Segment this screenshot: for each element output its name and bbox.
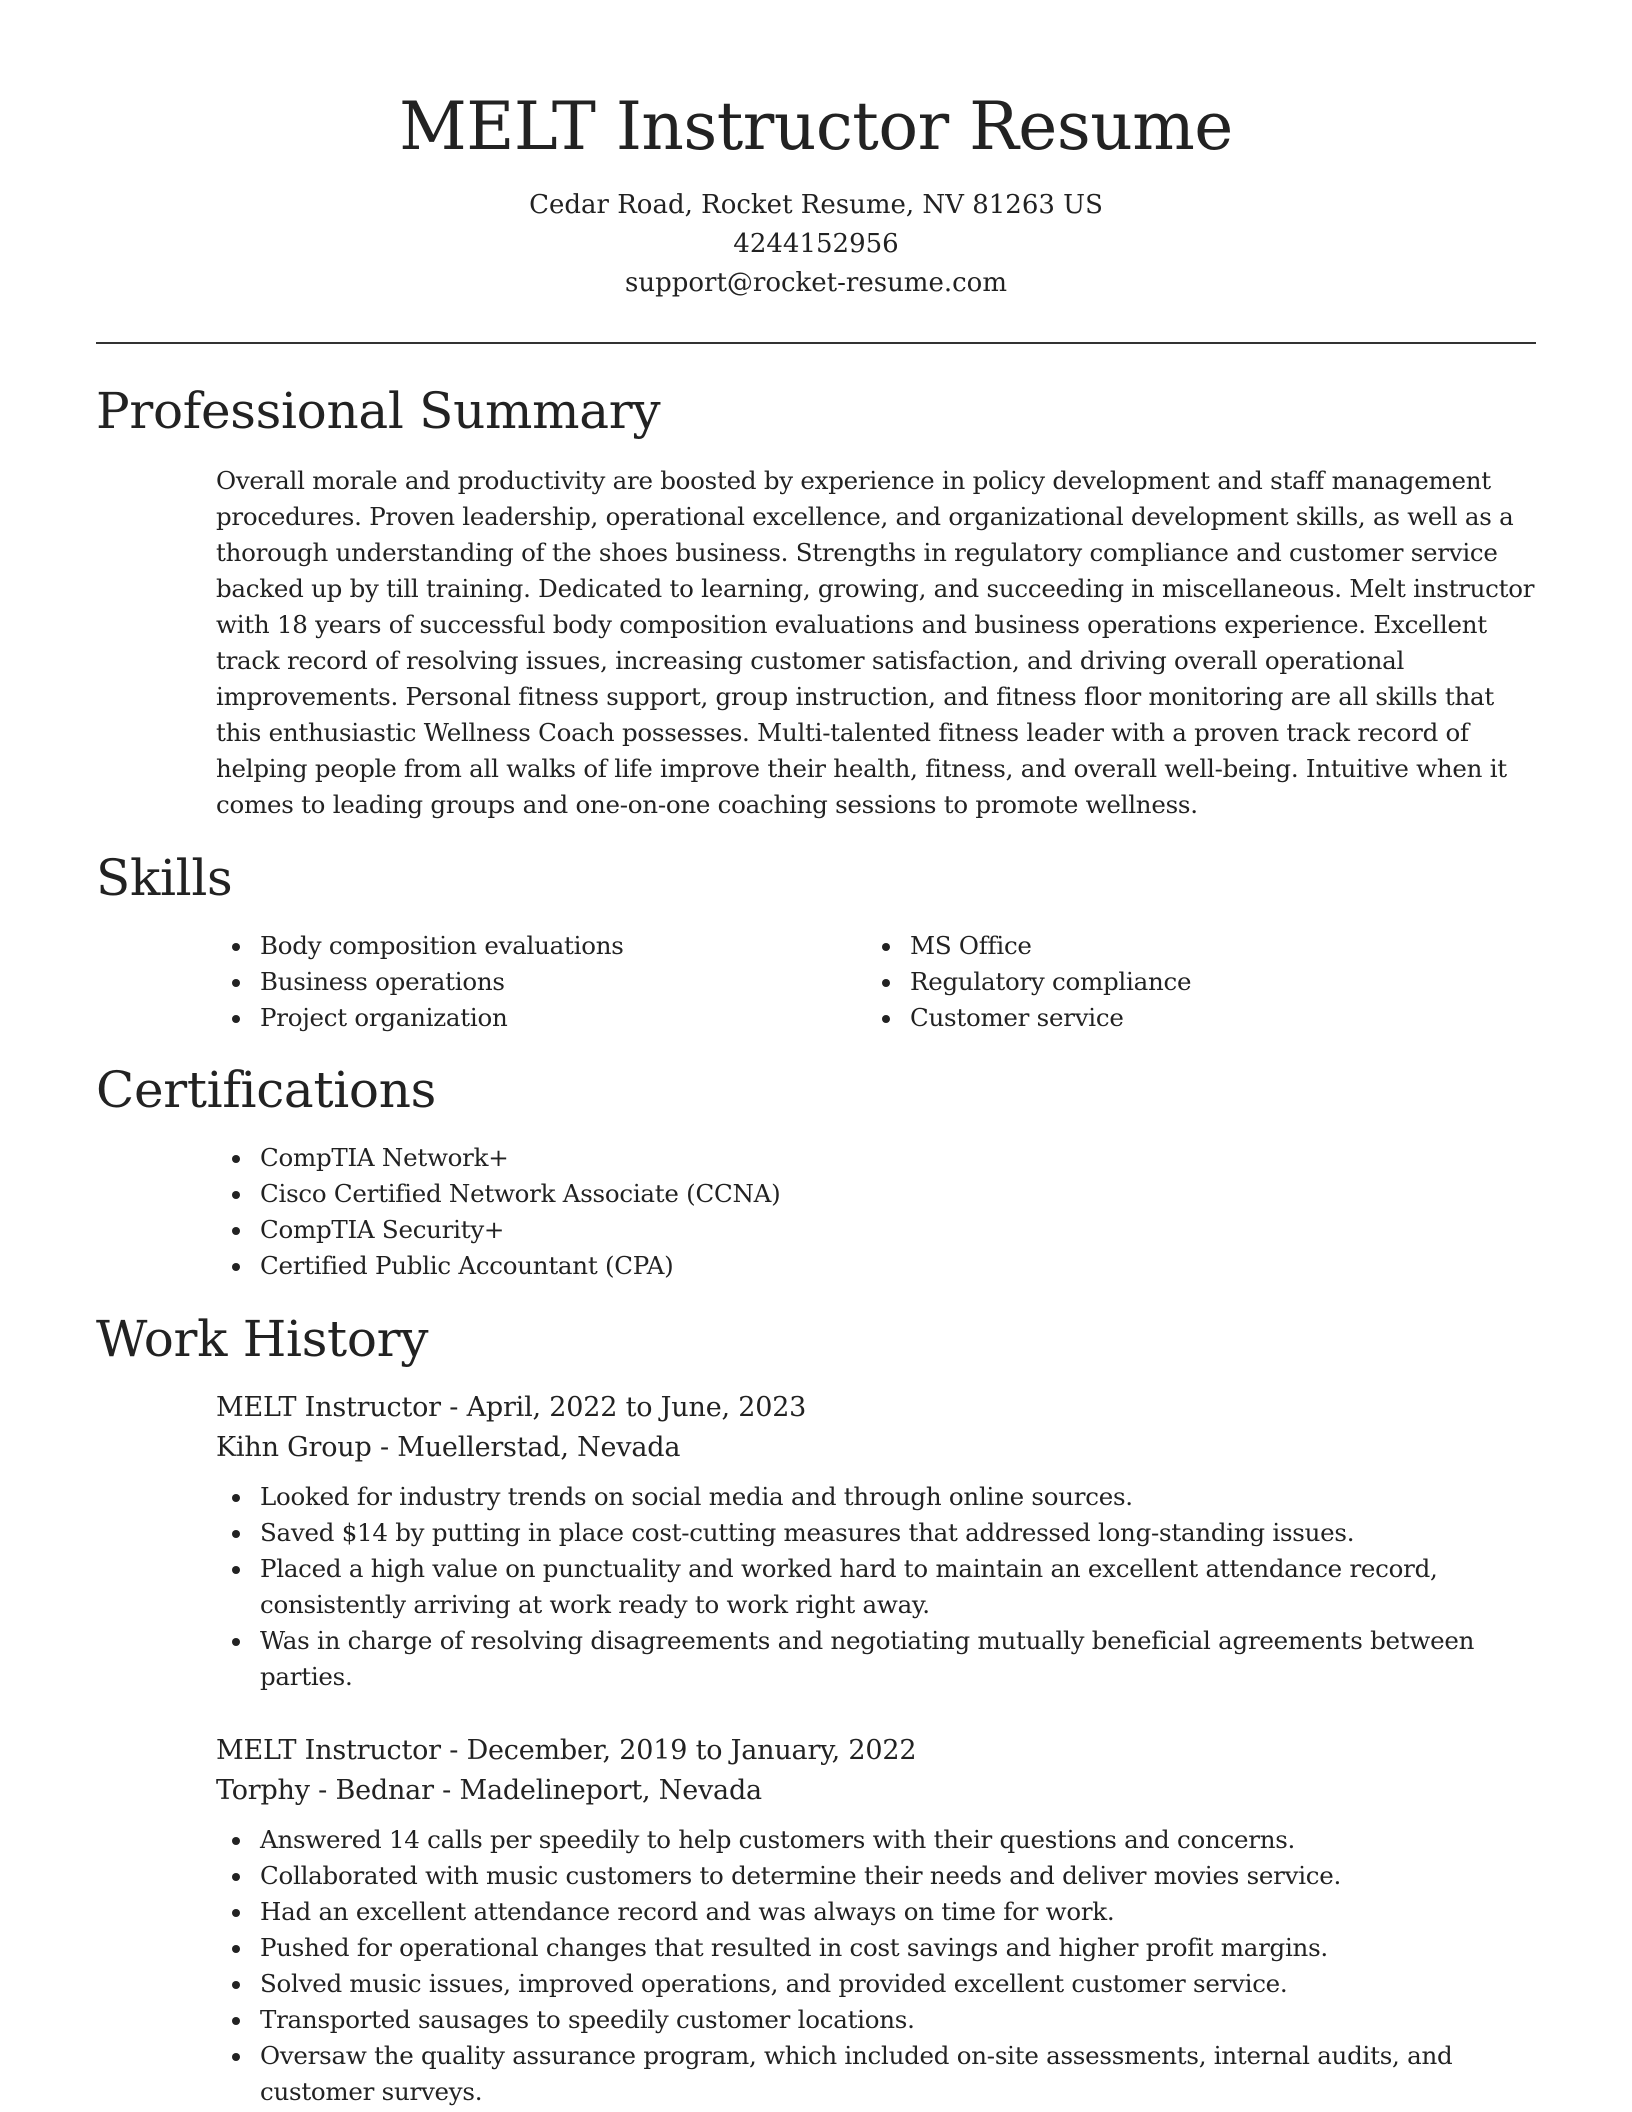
job-duty-item: Placed a high value on punctuality and worked hard to maintain an excellent attendance record, consistently arriving at work ready to work right away. <box>216 1551 1542 1623</box>
contact-email: support@rocket-resume.com <box>624 268 1007 298</box>
skills-heading: Skills <box>96 849 233 907</box>
job-duty-item: Collaborated with music customers to determine their needs and deliver movies service. <box>216 1858 1542 1894</box>
job-title-line: MELT Instructor - April, 2022 to June, 2023 <box>216 1392 807 1423</box>
job-company-line: Kihn Group - Muellerstad, Nevada <box>216 1432 681 1463</box>
skill-item: Customer service <box>866 1000 1466 1036</box>
job-duty-item: Answered 14 calls per speedily to help customers with their questions and concerns. <box>216 1822 1542 1858</box>
job-duty-item: Was in charge of resolving disagreements and negotiating mutually beneficial agreements between parties. <box>216 1623 1542 1695</box>
skills-column-left <box>216 928 816 1036</box>
job-dates: December, 2019 to January, 2022 <box>466 1735 917 1766</box>
job-duty-item: Oversaw the quality assurance program, which included on-site assessments, internal audits, and customer surveys. <box>216 2038 1542 2110</box>
job-company-line: Torphy - Bednar - Madelineport, Nevada <box>216 1775 762 1806</box>
job-entry <box>216 1731 1542 2110</box>
job-dates: April, 2022 to June, 2023 <box>466 1392 807 1423</box>
job-duty-item: Had an excellent attendance record and was always on time for work. <box>216 1894 1542 1930</box>
certification-item: CompTIA Network+ <box>216 1140 1516 1176</box>
job-duty-item: Pushed for operational changes that resulted in cost savings and higher profit margins. <box>216 1930 1542 1966</box>
skill-item: Project organization <box>216 1000 816 1036</box>
job-entry <box>216 1388 1542 1695</box>
job-company: Torphy - Bednar <box>216 1775 434 1806</box>
job-location: Muellerstad, Nevada <box>397 1432 681 1463</box>
certification-item: Certified Public Accountant (CPA) <box>216 1248 1516 1284</box>
job-duty-item: Saved $14 by putting in place cost-cutting measures that addressed long-standing issues. <box>216 1515 1542 1551</box>
certifications-list <box>216 1140 1516 1284</box>
skill-item: MS Office <box>866 928 1466 964</box>
job-duty-item: Looked for industry trends on social media and through online sources. <box>216 1479 1542 1515</box>
skills-column-right <box>866 928 1466 1036</box>
job-title: MELT Instructor <box>216 1735 441 1766</box>
job-location: Madelineport, Nevada <box>459 1775 762 1806</box>
certification-item: CompTIA Security+ <box>216 1212 1516 1248</box>
contact-block <box>0 186 1632 303</box>
header-divider <box>96 342 1536 344</box>
skill-item: Body composition evaluations <box>216 928 816 964</box>
contact-phone: 4244152956 <box>733 229 899 259</box>
resume-title: MELT Instructor Resume <box>399 88 1233 165</box>
job-title: MELT Instructor <box>216 1392 441 1423</box>
job-company: Kihn Group <box>216 1432 372 1463</box>
summary-heading: Professional Summary <box>96 382 661 440</box>
contact-address: Cedar Road, Rocket Resume, NV 81263 US <box>529 190 1103 220</box>
skill-item: Business operations <box>216 964 816 1000</box>
skill-item: Regulatory compliance <box>866 964 1466 1000</box>
job-title-line: MELT Instructor - December, 2019 to January, 2022 <box>216 1735 917 1766</box>
work-history-heading: Work History <box>96 1310 429 1368</box>
certification-item: Cisco Certified Network Associate (CCNA) <box>216 1176 1516 1212</box>
summary-text: Overall morale and productivity are boosted by experience in policy development and staff management procedures. Proven leadership, operational excellence, and organizational development skills, as well as a thorough understanding of the shoes business. Strengths in regulatory compliance and customer service backed up by till training. Dedicated to learning, growing, and succeeding in miscellaneous. Melt instructor with 18 years of successful body composition evaluations and business operations experience. Excellent track record of resolving issues, increasing customer satisfaction, and driving overall operational improvements. Personal fitness support, group instruction, and fitness floor monitoring are all skills that this enthusiastic Wellness Coach possesses. Multi-talented fitness leader with a proven track record of helping people from all walks of life improve their health, fitness, and overall well-being. Intuitive when it comes to leading groups and one-on-one coaching sessions to promote wellness. <box>216 466 1535 819</box>
job-duty-item: Transported sausages to speedily customer locations. <box>216 2002 1542 2038</box>
certifications-heading: Certifications <box>96 1061 436 1119</box>
job-duties <box>216 1479 1542 1695</box>
resume-header <box>0 82 1632 303</box>
job-duties <box>216 1822 1542 2110</box>
job-duty-item: Solved music issues, improved operations, and provided excellent customer service. <box>216 1966 1542 2002</box>
